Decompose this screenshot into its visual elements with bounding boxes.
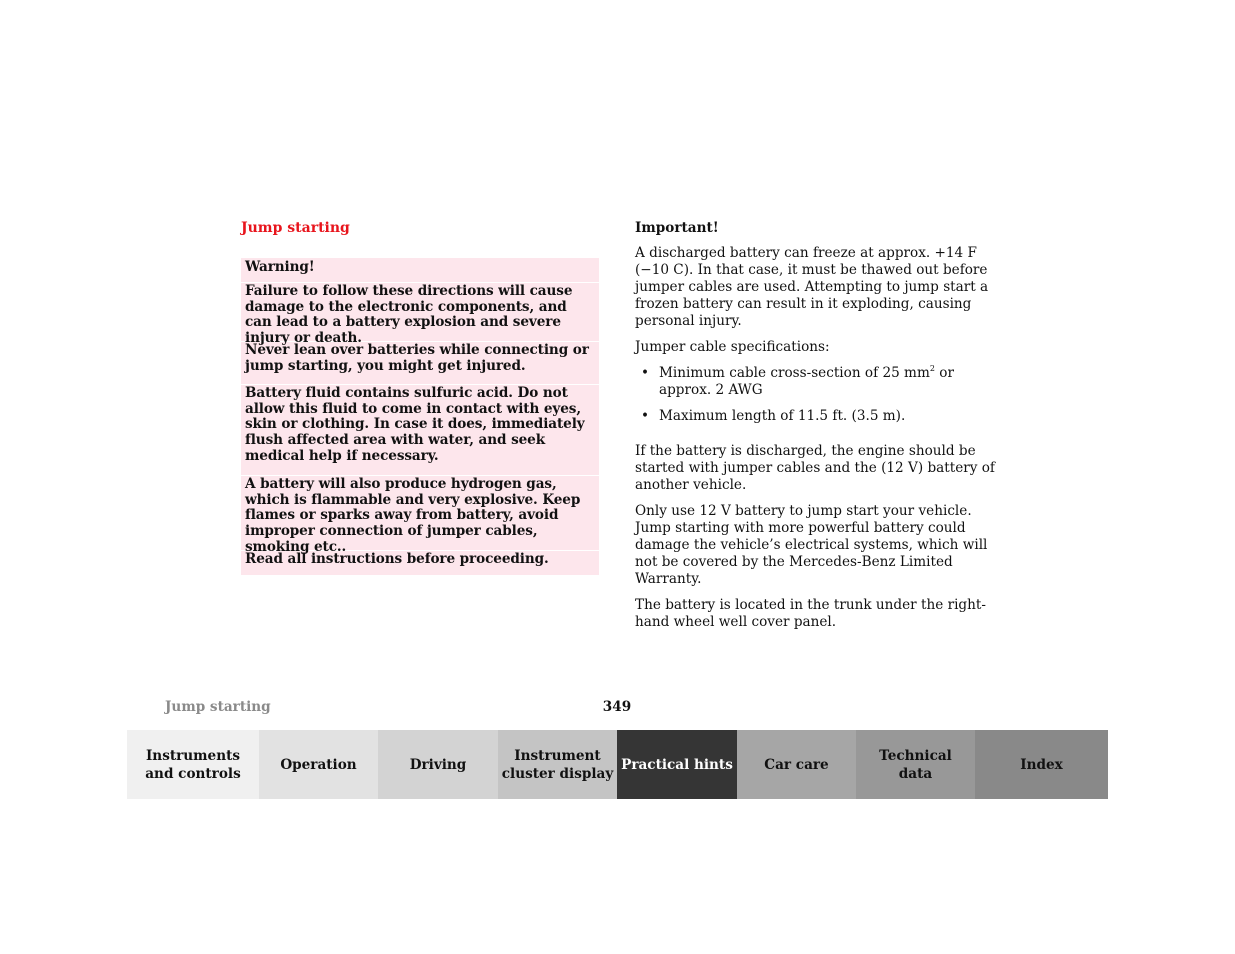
cable-specs-intro: Jumper cable specifications: [635, 339, 830, 355]
tab-operation[interactable]: Operation [259, 730, 378, 799]
important-heading: Important! [635, 220, 719, 236]
warning-text: Battery fluid contains sulfuric acid. Do not allow this fluid to come in contact with eyes, skin or clothing. In case it does, immediately flush affected area with water, and seek medical help if necessary. [245, 385, 585, 464]
body-paragraph: The battery is located in the trunk under the right-hand wheel well cover panel. [635, 597, 986, 630]
bullet-icon: • [641, 408, 650, 424]
body-paragraph: Only use 12 V battery to jump start your vehicle. Jump starting with more powerful battery could damage the vehicle’s electrical systems, which will not be covered by the Mercedes-Benz Limited Warranty. [635, 503, 988, 587]
tab-practical-hints[interactable]: Practical hints [617, 730, 737, 799]
list-item-text: or approx. 2 AWG [659, 365, 954, 398]
warning-heading-block [241, 258, 599, 283]
tab-instruments-and-controls[interactable]: Instruments and controls [127, 730, 259, 799]
tab-technical-data[interactable]: Technical data [856, 730, 975, 799]
warning-paragraph [241, 283, 599, 347]
cable-specs-list [635, 365, 995, 425]
important-text: A discharged battery can freeze at approx. +14 F (−10 C). In that case, it must be thawed out before jumper cables are used. Attempting to jump start a frozen battery can result in it exploding, causing personal injury. [635, 245, 989, 329]
tab-index[interactable]: Index [975, 730, 1108, 799]
list-item [635, 408, 995, 425]
warning-paragraph [241, 551, 599, 575]
page-number: 349 [602, 699, 632, 715]
chapter-tab-bar [127, 730, 1108, 799]
list-item [635, 365, 995, 399]
warning-text: A battery will also produce hydrogen gas, which is flammable and very explosive. Keep flames or sparks away from battery, avoid improper connection of jumper cables, smoking etc.. [245, 476, 581, 555]
warning-paragraph [241, 476, 599, 555]
warning-text: Failure to follow these directions will cause damage to the electronic components, and can lead to a battery explosion and severe injury or death. [245, 283, 573, 347]
section-title: Jump starting [241, 220, 350, 236]
tab-instrument-cluster-display[interactable]: Instrument cluster display [498, 730, 617, 799]
warning-title: Warning! [245, 259, 315, 275]
tab-driving[interactable]: Driving [378, 730, 498, 799]
bullet-icon: • [641, 365, 650, 381]
warning-paragraph [241, 385, 599, 476]
tab-car-care[interactable]: Car care [737, 730, 856, 799]
right-column [635, 220, 995, 640]
superscript: 2 [929, 364, 935, 373]
warning-paragraph [241, 342, 599, 385]
warning-text: Read all instructions before proceeding. [245, 551, 549, 567]
body-paragraph: If the battery is discharged, the engine should be started with jumper cables and the (12 V) battery of another vehicle. [635, 443, 995, 493]
footer-section-title: Jump starting [165, 699, 271, 715]
warning-box [241, 258, 599, 575]
list-item-text: Maximum length of 11.5 ft. (3.5 m). [659, 408, 906, 424]
warning-text: Never lean over batteries while connecting or jump starting, you might get injured. [245, 342, 589, 374]
list-item-text: Minimum cable cross-section of 25 mm [659, 365, 930, 381]
